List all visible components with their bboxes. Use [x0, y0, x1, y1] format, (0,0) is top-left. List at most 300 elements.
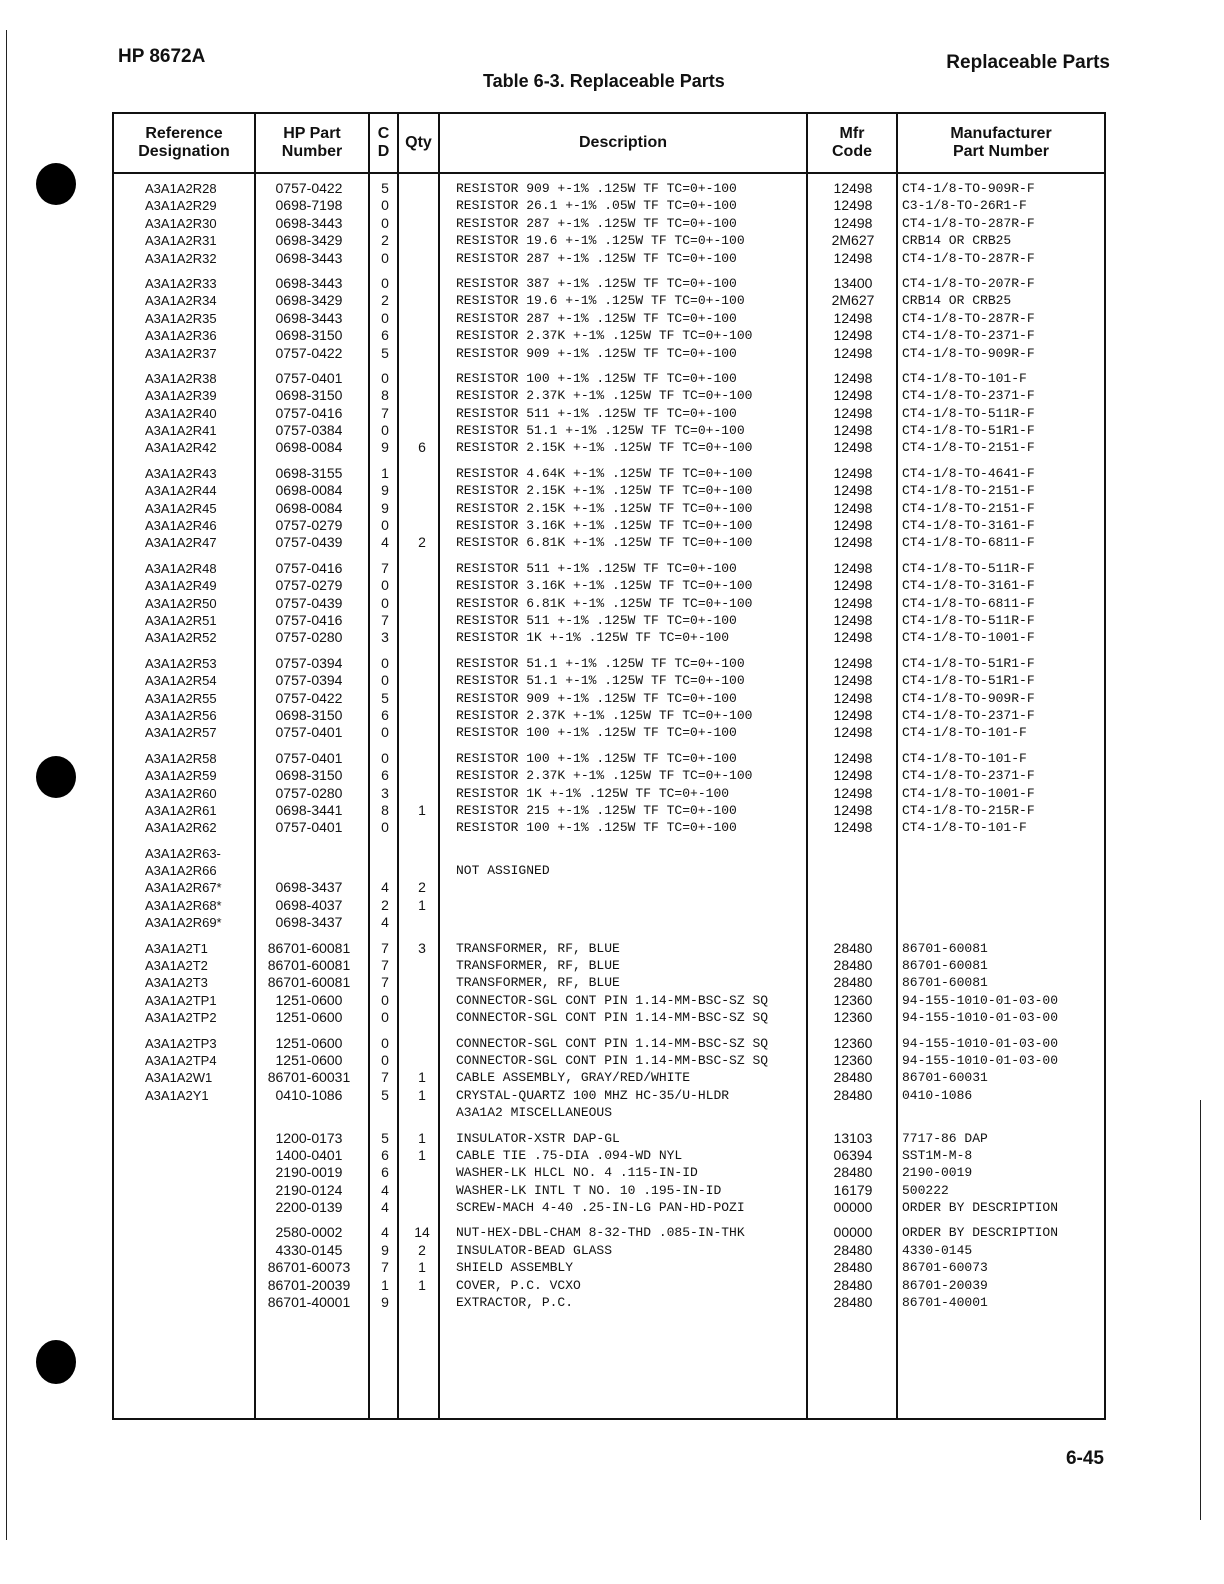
description-cell: RESISTOR 2.37K +-1% .125W TF TC=0+-100 — [456, 388, 753, 404]
description-cell: RESISTOR 2.37K +-1% .125W TF TC=0+-100 — [456, 328, 753, 344]
description-cell: SCREW-MACH 4-40 .25-IN-LG PAN-HD-POZI — [456, 1200, 745, 1216]
description-cell: RESISTOR 2.37K +-1% .125W TF TC=0+-100 — [456, 768, 753, 784]
mfr-code-cell: 28480 — [833, 1086, 873, 1103]
mfr-code-cell: 12498 — [833, 689, 873, 706]
hp-part-cell: 1251-0600 — [275, 1034, 343, 1051]
reference-cell: A3A1A2R44 — [145, 483, 217, 499]
description-cell: RESISTOR 3.16K +-1% .125W TF TC=0+-100 — [456, 578, 753, 594]
hp-part-cell: 86701-40001 — [267, 1294, 351, 1311]
table-row — [114, 482, 1104, 499]
description-cell: CABLE ASSEMBLY, GRAY/RED/WHITE — [456, 1070, 691, 1086]
mfr-code-cell: 12498 — [833, 327, 873, 344]
table-row — [114, 465, 1104, 482]
cd-cell: 3 — [381, 629, 389, 646]
cd-cell: 8 — [381, 801, 389, 818]
mfr-code-cell: 28480 — [833, 1276, 873, 1293]
description-cell: RESISTOR 909 +-1% .125W TF TC=0+-100 — [456, 690, 737, 706]
reference-cell: A3A1A2R45 — [145, 500, 217, 516]
cd-cell: 2 — [381, 896, 389, 913]
hp-part-cell: 0698-3150 — [275, 327, 343, 344]
mfr-code-cell: 12498 — [833, 767, 873, 784]
table-row — [114, 897, 1104, 914]
hp-part-cell: 1251-0600 — [275, 1051, 343, 1068]
qty-cell: 1 — [418, 1069, 426, 1086]
mfr-part-cell: CT4-1/8-TO-51R1-F — [902, 655, 1035, 671]
cd-cell: 3 — [381, 784, 389, 801]
mfr-part-cell: CT4-1/8-TO-287R-F — [902, 310, 1035, 326]
mfr-part-cell: 0410-1086 — [902, 1087, 973, 1103]
hp-part-cell: 0698-3443 — [275, 214, 343, 231]
qty-cell: 1 — [418, 1276, 426, 1293]
table-row — [114, 672, 1104, 689]
binder-hole — [36, 1340, 76, 1384]
reference-cell: A3A1A2R48 — [145, 560, 217, 576]
mfr-part-cell: 94-155-1010-01-03-00 — [902, 1052, 1059, 1068]
cd-cell: 7 — [381, 957, 389, 974]
hp-part-cell: 0698-3437 — [275, 879, 343, 896]
hp-part-cell: 2200-0139 — [275, 1199, 343, 1216]
reference-cell: A3A1A2R40 — [145, 405, 217, 421]
table-row — [114, 1164, 1104, 1181]
cd-cell: 0 — [381, 577, 389, 594]
cd-cell: 0 — [381, 274, 389, 291]
mfr-code-cell: 12498 — [833, 594, 873, 611]
cd-cell: 0 — [381, 214, 389, 231]
table-row — [114, 232, 1104, 249]
table-row — [114, 974, 1104, 991]
hp-part-cell: 0757-0279 — [275, 517, 343, 534]
binder-hole — [36, 163, 76, 205]
description-cell: RESISTOR 4.64K +-1% .125W TF TC=0+-100 — [456, 465, 753, 481]
cd-cell: 9 — [381, 482, 389, 499]
hp-part-cell: 0698-3150 — [275, 767, 343, 784]
mfr-part-cell: CT4-1/8-TO-3161-F — [902, 518, 1035, 534]
mfr-code-cell: 12498 — [833, 309, 873, 326]
mfr-code-cell: 16179 — [833, 1181, 873, 1198]
table-row — [114, 845, 1104, 862]
reference-cell: A3A1A2R60 — [145, 785, 217, 801]
cd-cell: 0 — [381, 1051, 389, 1068]
cd-cell: 0 — [381, 991, 389, 1008]
mfr-part-cell: CT4-1/8-TO-2371-F — [902, 768, 1035, 784]
cd-cell: 0 — [381, 422, 389, 439]
reference-cell: A3A1A2R29 — [145, 198, 217, 214]
reference-cell: A3A1A2R61 — [145, 802, 217, 818]
table-row — [114, 197, 1104, 214]
description-cell: RESISTOR 1K +-1% .125W TF TC=0+-100 — [456, 630, 730, 646]
table-body — [114, 180, 1104, 1319]
mfr-code-cell: 12498 — [833, 214, 873, 231]
table-row — [114, 914, 1104, 931]
description-cell: RESISTOR 2.15K +-1% .125W TF TC=0+-100 — [456, 483, 753, 499]
reference-cell: A3A1A2R68* — [145, 897, 222, 913]
cd-cell: 0 — [381, 197, 389, 214]
hp-part-cell: 86701-60081 — [267, 939, 351, 956]
mfr-part-cell: CT4-1/8-TO-909R-F — [902, 690, 1035, 706]
table-row — [114, 629, 1104, 646]
col-header-reference: Reference Designation — [138, 125, 230, 160]
mfr-code-cell: 12498 — [833, 654, 873, 671]
table-row — [114, 370, 1104, 387]
reference-cell: A3A1A2R43 — [145, 465, 217, 481]
table-title: Table 6-3. Replaceable Parts — [483, 71, 725, 91]
qty-cell: 1 — [418, 1129, 426, 1146]
mfr-code-cell: 13400 — [833, 274, 873, 291]
table-row — [114, 327, 1104, 344]
cd-cell: 4 — [381, 1224, 389, 1241]
hp-part-cell: 0757-0416 — [275, 404, 343, 421]
cd-cell: 7 — [381, 559, 389, 576]
table-row — [114, 560, 1104, 577]
mfr-part-cell: CT4-1/8-TO-2151-F — [902, 500, 1035, 516]
table-row — [114, 595, 1104, 612]
mfr-part-cell: CT4-1/8-TO-1001-F — [902, 630, 1035, 646]
table-row — [114, 802, 1104, 819]
col-header-mfr-part: Manufacturer Part Number — [950, 125, 1052, 160]
qty-cell: 1 — [418, 801, 426, 818]
mfr-part-cell: 86701-60081 — [902, 940, 988, 956]
hp-part-cell: 0698-3429 — [275, 292, 343, 309]
hp-part-cell: 2190-0019 — [275, 1164, 343, 1181]
cd-cell: 6 — [381, 1164, 389, 1181]
hp-part-cell: 86701-60081 — [267, 957, 351, 974]
hp-part-cell: 0757-0384 — [275, 422, 343, 439]
mfr-part-cell: CT4-1/8-TO-4641-F — [902, 465, 1035, 481]
mfr-code-cell: 2M627 — [831, 232, 875, 249]
mfr-code-cell: 12498 — [833, 517, 873, 534]
mfr-part-cell: 86701-40001 — [902, 1295, 988, 1311]
mfr-code-cell: 12498 — [833, 482, 873, 499]
description-cell: RESISTOR 26.1 +-1% .05W TF TC=0+-100 — [456, 198, 737, 214]
table-row — [114, 1087, 1104, 1104]
mfr-part-cell: SST1M-M-8 — [902, 1147, 973, 1163]
reference-cell: A3A1A2R67* — [145, 880, 222, 896]
hp-part-cell: 0757-0439 — [275, 534, 343, 551]
reference-cell: A3A1A2R58 — [145, 750, 217, 766]
table-row — [114, 1009, 1104, 1026]
reference-cell: A3A1A2R32 — [145, 250, 217, 266]
cd-cell: 5 — [381, 1129, 389, 1146]
mfr-part-cell: CT4-1/8-TO-1001-F — [902, 785, 1035, 801]
cd-cell: 0 — [381, 369, 389, 386]
reference-cell: A3A1A2R49 — [145, 578, 217, 594]
table-row — [114, 1147, 1104, 1164]
description-cell: RESISTOR 100 +-1% .125W TF TC=0+-100 — [456, 750, 737, 766]
description-cell: RESISTOR 215 +-1% .125W TF TC=0+-100 — [456, 802, 737, 818]
cd-cell: 0 — [381, 672, 389, 689]
qty-cell: 1 — [418, 1259, 426, 1276]
row-group — [114, 845, 1104, 932]
table-row — [114, 517, 1104, 534]
reference-cell: A3A1A2T3 — [145, 975, 208, 991]
qty-cell: 3 — [418, 939, 426, 956]
table-row — [114, 1052, 1104, 1069]
description-cell: COVER, P.C. VCXO — [456, 1277, 581, 1293]
hp-part-cell: 4330-0145 — [275, 1241, 343, 1258]
row-group — [114, 940, 1104, 1027]
mfr-code-cell: 00000 — [833, 1199, 873, 1216]
reference-cell: A3A1A2Y1 — [145, 1087, 209, 1103]
description-cell: SHIELD ASSEMBLY — [456, 1260, 574, 1276]
table-row — [114, 750, 1104, 767]
hp-part-cell: 2190-0124 — [275, 1181, 343, 1198]
qty-cell: 14 — [414, 1224, 430, 1241]
mfr-code-cell: 28480 — [833, 1241, 873, 1258]
description-cell: TRANSFORMER, RF, BLUE — [456, 940, 620, 956]
mfr-part-cell: CT4-1/8-TO-2371-F — [902, 328, 1035, 344]
reference-cell: A3A1A2R50 — [145, 595, 217, 611]
mfr-part-cell: 86701-60073 — [902, 1260, 988, 1276]
table-row — [114, 862, 1104, 879]
reference-cell: A3A1A2R42 — [145, 440, 217, 456]
description-cell: RESISTOR 287 +-1% .125W TF TC=0+-100 — [456, 310, 737, 326]
description-cell: RESISTOR 19.6 +-1% .125W TF TC=0+-100 — [456, 233, 745, 249]
cd-cell: 4 — [381, 1199, 389, 1216]
page-edge-line — [6, 30, 7, 1540]
description-cell: RESISTOR 287 +-1% .125W TF TC=0+-100 — [456, 215, 737, 231]
hp-part-cell: 0757-0394 — [275, 654, 343, 671]
description-cell: RESISTOR 2.15K +-1% .125W TF TC=0+-100 — [456, 500, 753, 516]
mfr-code-cell: 12498 — [833, 611, 873, 628]
mfr-code-cell: 12498 — [833, 801, 873, 818]
description-cell: TRANSFORMER, RF, BLUE — [456, 975, 620, 991]
row-group — [114, 1130, 1104, 1217]
cd-cell: 0 — [381, 1034, 389, 1051]
reference-cell: A3A1A2R54 — [145, 673, 217, 689]
table-row — [114, 1199, 1104, 1216]
qty-cell: 2 — [418, 879, 426, 896]
description-cell: CRYSTAL-QUARTZ 100 MHZ HC-35/U-HLDR — [456, 1087, 730, 1103]
description-cell: RESISTOR 6.81K +-1% .125W TF TC=0+-100 — [456, 595, 753, 611]
table-row — [114, 387, 1104, 404]
mfr-code-cell: 12498 — [833, 499, 873, 516]
table-row — [114, 1259, 1104, 1276]
mfr-code-cell: 12498 — [833, 404, 873, 421]
cd-cell: 9 — [381, 499, 389, 516]
reference-cell: A3A1A2R59 — [145, 768, 217, 784]
mfr-part-cell: CT4-1/8-TO-909R-F — [902, 181, 1035, 196]
mfr-code-cell: 12498 — [833, 344, 873, 361]
reference-cell: A3A1A2R62 — [145, 820, 217, 836]
hp-part-cell: 86701-60081 — [267, 974, 351, 991]
table-row — [114, 215, 1104, 232]
mfr-code-cell: 12498 — [833, 724, 873, 741]
cd-cell: 1 — [381, 464, 389, 481]
description-cell: RESISTOR 100 +-1% .125W TF TC=0+-100 — [456, 725, 737, 741]
cd-cell: 0 — [381, 724, 389, 741]
mfr-part-cell: 86701-60081 — [902, 958, 988, 974]
reference-cell: A3A1A2R30 — [145, 215, 217, 231]
mfr-part-cell: CT4-1/8-TO-6811-F — [902, 595, 1035, 611]
reference-cell: A3A1A2R36 — [145, 328, 217, 344]
description-cell: RESISTOR 287 +-1% .125W TF TC=0+-100 — [456, 250, 737, 266]
mfr-part-cell: 94-155-1010-01-03-00 — [902, 1010, 1059, 1026]
mfr-part-cell: CT4-1/8-TO-3161-F — [902, 578, 1035, 594]
qty-cell: 1 — [418, 1146, 426, 1163]
table-row — [114, 767, 1104, 784]
cd-cell: 6 — [381, 767, 389, 784]
mfr-code-cell: 28480 — [833, 957, 873, 974]
mfr-part-cell: CT4-1/8-TO-2151-F — [902, 483, 1035, 499]
reference-cell: A3A1A2R63- — [145, 845, 221, 861]
table-row — [114, 879, 1104, 896]
hp-part-cell: 0757-0394 — [275, 672, 343, 689]
mfr-part-cell: CT4-1/8-TO-101-F — [902, 370, 1027, 386]
model-header: HP 8672A — [118, 46, 206, 67]
description-cell: WASHER-LK INTL T NO. 10 .195-IN-ID — [456, 1182, 722, 1198]
reference-cell: A3A1A2R38 — [145, 370, 217, 386]
table-row — [114, 1130, 1104, 1147]
mfr-part-cell: CT4-1/8-TO-51R1-F — [902, 423, 1035, 439]
description-cell: NUT-HEX-DBL-CHAM 8-32-THD .085-IN-THK — [456, 1225, 745, 1241]
hp-part-cell: 0757-0401 — [275, 724, 343, 741]
cd-cell: 2 — [381, 232, 389, 249]
hp-part-cell: 0757-0401 — [275, 819, 343, 836]
mfr-part-cell: CT4-1/8-TO-287R-F — [902, 215, 1035, 231]
cd-cell: 0 — [381, 1009, 389, 1026]
description-cell: TRANSFORMER, RF, BLUE — [456, 958, 620, 974]
reference-cell: A3A1A2R37 — [145, 345, 217, 361]
reference-cell: A3A1A2R51 — [145, 612, 217, 628]
description-cell: RESISTOR 100 +-1% .125W TF TC=0+-100 — [456, 820, 737, 836]
cd-cell: 6 — [381, 706, 389, 723]
table-row — [114, 180, 1104, 197]
reference-cell: A3A1A2R35 — [145, 310, 217, 326]
description-cell: RESISTOR 1K +-1% .125W TF TC=0+-100 — [456, 785, 730, 801]
mfr-code-cell: 12498 — [833, 819, 873, 836]
mfr-code-cell: 12360 — [833, 1051, 873, 1068]
cd-cell: 6 — [381, 1146, 389, 1163]
row-group — [114, 560, 1104, 647]
row-group — [114, 750, 1104, 837]
description-cell: RESISTOR 511 +-1% .125W TF TC=0+-100 — [456, 560, 737, 576]
mfr-part-cell: CT4-1/8-TO-909R-F — [902, 345, 1035, 361]
description-cell: CONNECTOR-SGL CONT PIN 1.14-MM-BSC-SZ SQ — [456, 992, 769, 1008]
mfr-code-cell: 28480 — [833, 1259, 873, 1276]
table-row — [114, 500, 1104, 517]
table-row — [114, 819, 1104, 836]
hp-part-cell: 0698-0084 — [275, 499, 343, 516]
mfr-part-cell: CT4-1/8-TO-207R-F — [902, 275, 1035, 291]
cd-cell: 4 — [381, 879, 389, 896]
table-row — [114, 992, 1104, 1009]
table-row — [114, 724, 1104, 741]
row-group — [114, 655, 1104, 742]
description-cell: CABLE TIE .75-DIA .094-WD NYL — [456, 1147, 683, 1163]
reference-cell: A3A1A2R47 — [145, 535, 217, 551]
cd-cell: 2 — [381, 292, 389, 309]
hp-part-cell: 0698-3155 — [275, 464, 343, 481]
cd-cell: 8 — [381, 387, 389, 404]
mfr-code-cell: 12498 — [833, 534, 873, 551]
reference-cell: A3A1A2R33 — [145, 275, 217, 291]
reference-cell: A3A1A2R69* — [145, 915, 222, 931]
row-group — [114, 1224, 1104, 1311]
table-row — [114, 612, 1104, 629]
section-header: Replaceable Parts — [946, 52, 1110, 73]
mfr-part-cell: CT4-1/8-TO-215R-F — [902, 802, 1035, 818]
mfr-part-cell: 94-155-1010-01-03-00 — [902, 1035, 1059, 1051]
description-cell: RESISTOR 3.16K +-1% .125W TF TC=0+-100 — [456, 518, 753, 534]
table-row — [114, 250, 1104, 267]
cd-cell: 7 — [381, 974, 389, 991]
cd-cell: 4 — [381, 534, 389, 551]
description-cell: RESISTOR 909 +-1% .125W TF TC=0+-100 — [456, 181, 737, 196]
cd-cell: 6 — [381, 327, 389, 344]
mfr-part-cell: CT4-1/8-TO-511R-F — [902, 560, 1035, 576]
qty-cell: 1 — [418, 1086, 426, 1103]
mfr-code-cell: 12498 — [833, 387, 873, 404]
table-row — [114, 785, 1104, 802]
cd-cell: 0 — [381, 749, 389, 766]
mfr-part-cell: CT4-1/8-TO-51R1-F — [902, 673, 1035, 689]
table-row — [114, 1277, 1104, 1294]
mfr-code-cell: 12498 — [833, 784, 873, 801]
mfr-code-cell: 28480 — [833, 1164, 873, 1181]
description-cell: RESISTOR 2.15K +-1% .125W TF TC=0+-100 — [456, 440, 753, 456]
mfr-code-cell: 12498 — [833, 629, 873, 646]
qty-cell: 1 — [418, 896, 426, 913]
mfr-code-cell: 12498 — [833, 369, 873, 386]
table-row — [114, 405, 1104, 422]
hp-part-cell: 0757-0416 — [275, 559, 343, 576]
mfr-part-cell: CT4-1/8-TO-287R-F — [902, 250, 1035, 266]
table-row — [114, 940, 1104, 957]
table-row — [114, 690, 1104, 707]
row-group — [114, 1035, 1104, 1122]
reference-cell: A3A1A2R55 — [145, 690, 217, 706]
reference-cell: A3A1A2R28 — [145, 181, 217, 196]
hp-part-cell: 0698-3443 — [275, 309, 343, 326]
page-number: 6-45 — [1065, 1448, 1104, 1469]
mfr-part-cell: ORDER BY DESCRIPTION — [902, 1225, 1059, 1241]
cd-cell: 7 — [381, 611, 389, 628]
mfr-code-cell: 13103 — [833, 1129, 873, 1146]
binder-hole — [36, 756, 76, 798]
mfr-part-cell: CT4-1/8-TO-511R-F — [902, 405, 1035, 421]
hp-part-cell: 0757-0439 — [275, 594, 343, 611]
hp-part-cell: 0757-0279 — [275, 577, 343, 594]
reference-cell: A3A1A2R39 — [145, 388, 217, 404]
mfr-part-cell: 2190-0019 — [902, 1165, 973, 1181]
mfr-part-cell: CT4-1/8-TO-2151-F — [902, 440, 1035, 456]
description-cell: RESISTOR 19.6 +-1% .125W TF TC=0+-100 — [456, 293, 745, 309]
cd-cell: 7 — [381, 404, 389, 421]
row-group — [114, 275, 1104, 362]
description-cell: INSULATOR-BEAD GLASS — [456, 1242, 613, 1258]
mfr-part-cell: 86701-60081 — [902, 975, 988, 991]
mfr-code-cell: 12498 — [833, 559, 873, 576]
description-cell: RESISTOR 51.1 +-1% .125W TF TC=0+-100 — [456, 655, 745, 671]
table-row — [114, 345, 1104, 362]
mfr-part-cell: CT4-1/8-TO-101-F — [902, 725, 1027, 741]
cd-cell: 9 — [381, 1294, 389, 1311]
hp-part-cell: 0698-3443 — [275, 274, 343, 291]
hp-part-cell: 0698-3443 — [275, 249, 343, 266]
hp-part-cell: 0757-0401 — [275, 369, 343, 386]
mfr-part-cell: 4330-0145 — [902, 1242, 973, 1258]
mfr-code-cell: 12498 — [833, 180, 873, 196]
hp-part-cell: 0698-3150 — [275, 387, 343, 404]
table-row — [114, 1104, 1104, 1121]
hp-part-cell: 0698-0084 — [275, 439, 343, 456]
col-header-cd: C D — [377, 125, 390, 160]
mfr-part-cell: C3-1/8-TO-26R1-F — [902, 198, 1027, 214]
qty-cell: 2 — [418, 534, 426, 551]
description-cell: RESISTOR 100 +-1% .125W TF TC=0+-100 — [456, 370, 737, 386]
mfr-code-cell: 28480 — [833, 974, 873, 991]
mfr-code-cell: 28480 — [833, 1069, 873, 1086]
